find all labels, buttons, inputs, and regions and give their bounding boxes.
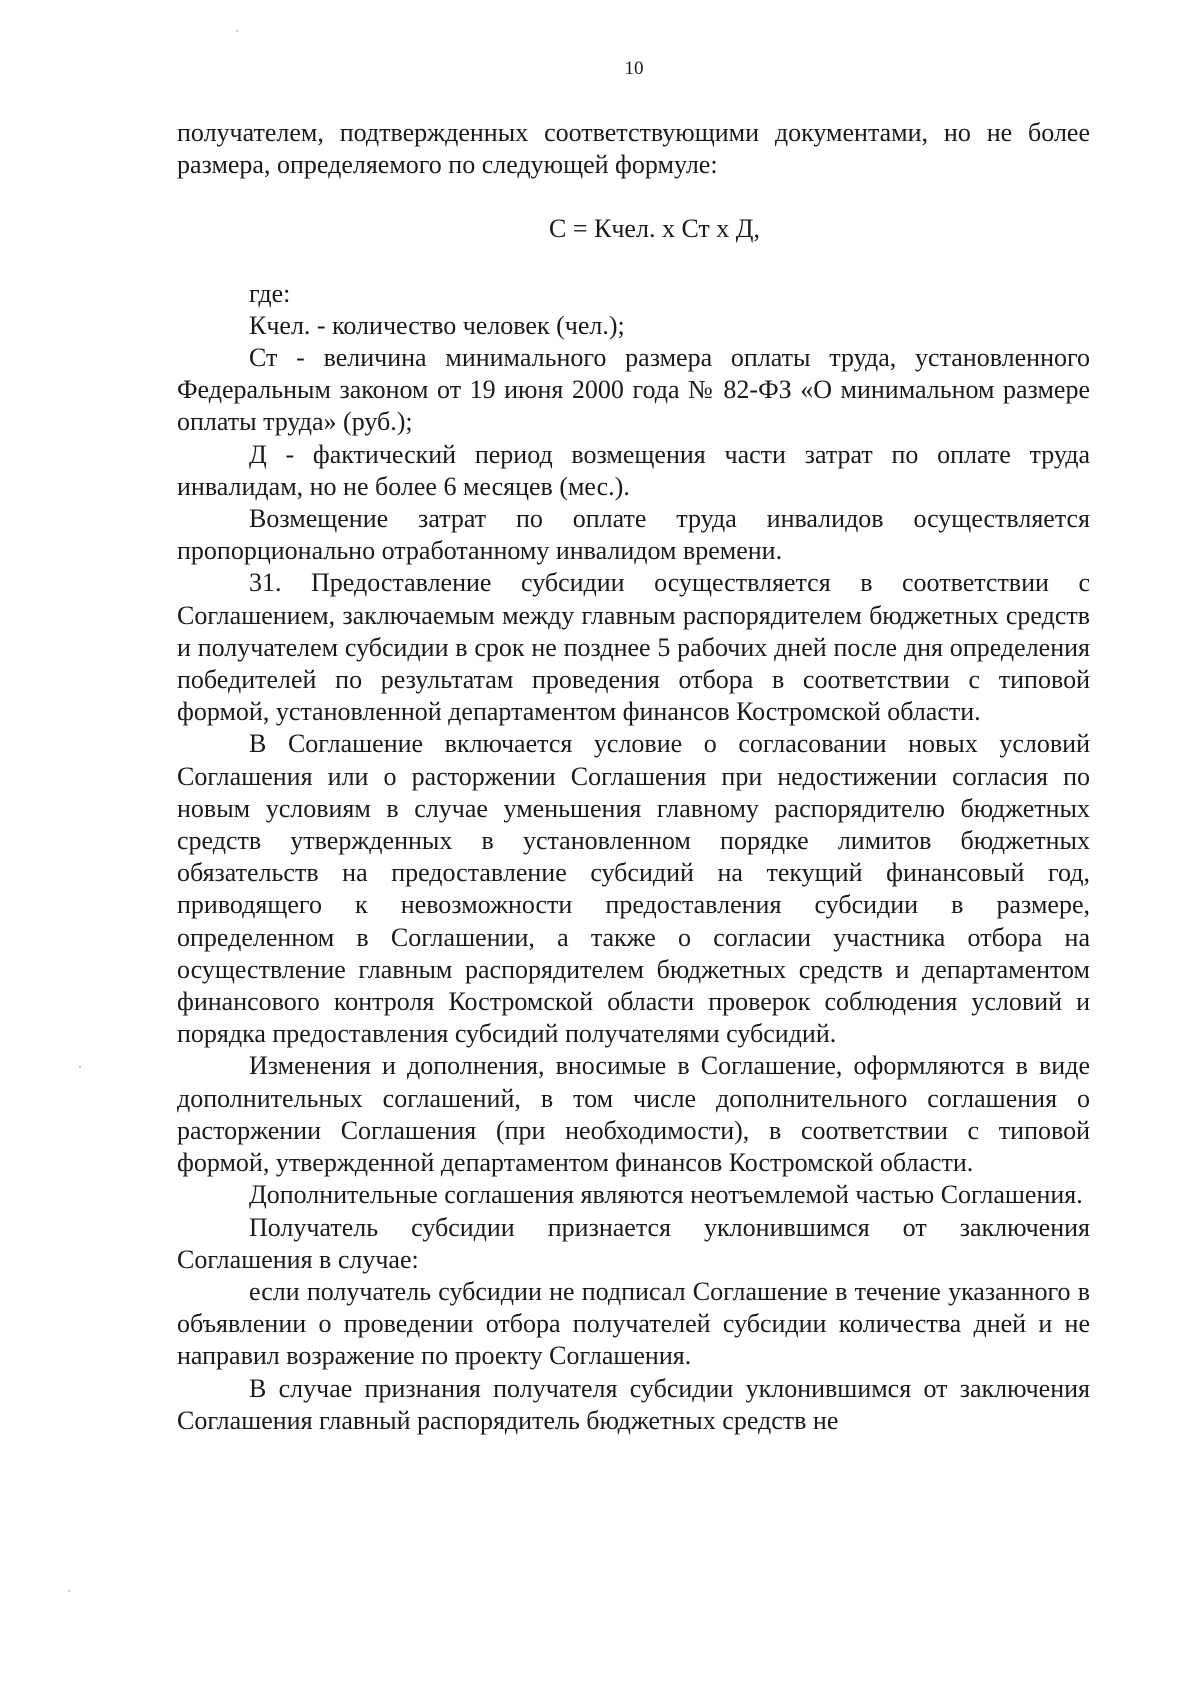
paragraph-agreement-conditions: В Соглашение включается условие о согласовании новых условий Соглашения или о расторжении Соглашения при недостижении согласия по новым условиям в случае уменьшения главному распорядителю бюджетных средств утвержденных в установленном порядке лимитов бюджетных обязательств на предоставление субсидий на текущий финансовый год, приводящего к невозможности предоставления субсидии в размере, определенном в Соглашении, а также о согласии участника отбора на осуществление главным распорядителем бюджетных средств и департаментом финансового контроля Костромской области проверок соблюдения условий и порядка предоставления субсидий получателями субсидий. <box>177 729 1090 1049</box>
document-body <box>177 117 1090 1437</box>
scan-speck <box>79 1066 81 1068</box>
definition-st: Ст - величина минимального размера оплаты труда, установленного Федеральным законом от 19 июня 2000 года № 82-ФЗ «О минимальном размере оплаты труда» (руб.); <box>177 343 1090 437</box>
paragraph-evasion: Получатель субсидии признается уклонившимся от заключения Соглашения в случае: <box>177 1212 1090 1274</box>
paragraph-proportional: Возмещение затрат по оплате труда инвалидов осуществляется пропорционально отработанному инвалидом времени. <box>177 504 1090 566</box>
formula: С = Кчел. х Ст х Д, <box>549 214 761 244</box>
paragraph-intro: получателем, подтвержденных соответствующими документами, но не более размера, определяемого по следующей формуле: <box>177 118 1090 180</box>
definition-kchel: Кчел. - количество человек (чел.); <box>249 310 625 340</box>
paragraph-where: где: <box>249 278 291 308</box>
page-number: 10 <box>624 58 644 79</box>
paragraph-additional-agreements: Дополнительные соглашения являются неотъемлемой частью Соглашения. <box>249 1180 1083 1210</box>
scan-speck <box>236 30 238 32</box>
scan-speck <box>68 1590 70 1592</box>
paragraph-evasion-consequence: В случае признания получателя субсидии уклонившимся от заключения Соглашения главный распорядитель бюджетных средств не <box>177 1373 1090 1435</box>
paragraph-amendments: Изменения и дополнения, вносимые в Соглашение, оформляются в виде дополнительных соглашений, в том числе дополнительного соглашения о расторжении Соглашения (при необходимости), в соответствии с типовой формой, утвержденной департаментом финансов Костромской области. <box>177 1051 1090 1178</box>
definition-d: Д - фактический период возмещения части затрат по оплате труда инвалидам, но не более 6 месяцев (мес.). <box>177 439 1090 501</box>
paragraph-evasion-case: если получатель субсидии не подписал Соглашение в течение указанного в объявлении о проведении отбора получателей субсидии количества дней и не направил возражение по проекту Соглашения. <box>177 1276 1090 1371</box>
paragraph-31: 31. Предоставление субсидии осуществляется в соответствии с Соглашением, заключаемым между главным распорядителем бюджетных средств и получателем субсидии в срок не позднее 5 рабочих дней после дня определения победителей по результатам проведения отбора в соответствии с типовой формой, установленной департаментом финансов Костромской области. <box>177 568 1090 727</box>
